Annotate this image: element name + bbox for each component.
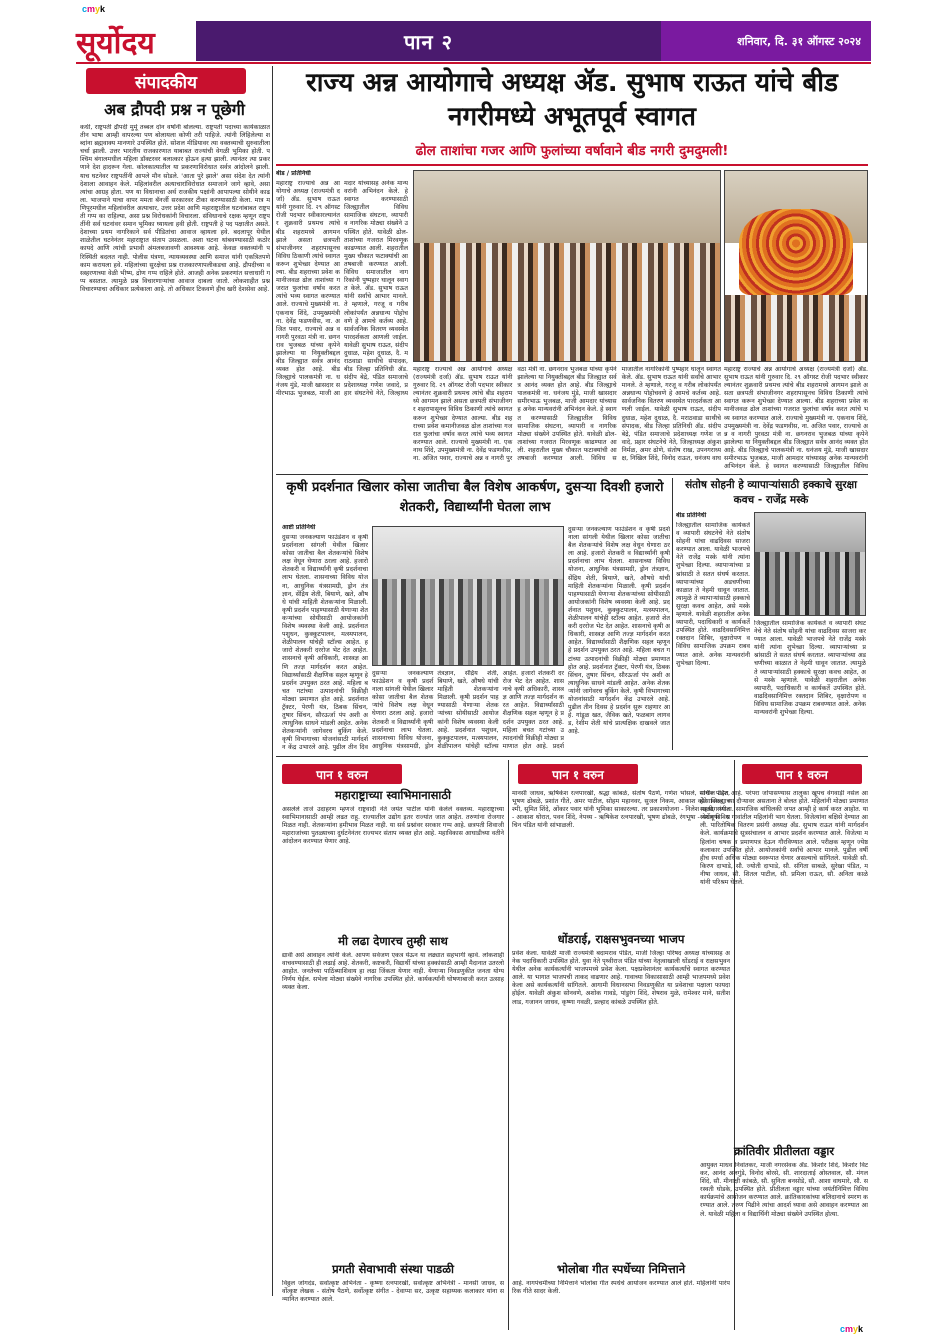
photo-background bbox=[373, 527, 563, 579]
agri-body-right: दुसऱ्या जनकल्याण फाउंडेशन व कृषी प्रदर्शनाला सांगली येथील खिलार कोसा जातीचा बैल शेतकऱ्यांचे विशेष लक्ष वेधून घेणारा ठरला आहे. हजारो शेतकरी व विद्यार्थ्यांनी कृषी प्रदर्शनाचा लाभ घेतला. शासनाच्या विविध योजना, आधुनिक यंत्रसामग्री, ड्रोन तंत्रज्ञान, सेंद्रिय शेती, बियाणे, खते, औषधे यांची माहिती शेतकऱ्यांना मिळाली. कृषी प्रदर्शन पाहण्यासाठी येणाऱ्या शेतकऱ्यांच्या सोयीसाठी आयोजकांनी विशेष व्यवस्था केली आहे. प्रदर्शनात पशुधन, कुक्कुटपालन, मत्स्यपालन, शेळीपालन यांचेही स्टॉल्स आहेत. हजारो शेतकरी दररोज भेट देत आहेत. शासनाचे कृषी अधिकारी, शास्त्रज्ञ आणि तज्ज्ञ मार्गदर्शन करत आहेत. विद्यार्थ्यांसाठी शैक्षणिक सहल म्हणून हे प्रदर्शन उपयुक्त ठरत आहे. महिला बचत गटांच्या उत्पादनांची विक्रीही मोठ्या प्रमाणात होत आहे. प्रदर्शनात ट्रॅक्टर, पेरणी यंत्र, ठिबक सिंचन, तुषार सिंचन, सौरऊर्जा पंप अशी अत्याधुनिक साधने मांडली आहेत. अनेक शेतकऱ्यांनी जागेवरच बुकिंग केले. कृषी विभागाच्या योजनांसाठी मार्गदर्शन केंद्र उभारले आहे. पुढील तीन दिवस हे प्रदर्शन सुरू राहणार आहे. गांडूळ खत, जैविक खते, फळबाग लागवड, रेशीम शेती यांचे प्रात्यक्षिक दाखवले जात आहे. bbox=[568, 526, 670, 736]
issue-date: शनिवार, दि. ३१ ऑगस्ट २०२४ bbox=[661, 21, 871, 61]
lead-photo-procession bbox=[413, 170, 721, 362]
santosh-dateline: बीड प्रतिनिधी bbox=[676, 512, 707, 519]
cont2-body-2: प्रवेश केला. यावेळी माजी राज्यमंत्री बदामराव पंडित, माजी जिल्हा परिषद अध्यक्ष यांच्यासह अनेक पदाधिकारी उपस्थित होते. युवा नेते पृथ्वीराज पंडित यांच्या नेतृत्वाखाली धोंडराई व राक्षसभुवन येथील अनेक कार्यकर्त्यांनी भाजपमध्ये प्रवेश केला. पक्षप्रवेशानंतर कार्यकर्त्यांचे स्वागत करण्यात आले. या भागात भाजपची ताकद वाढणार आहे. गावाच्या विकासासाठी आम्ही भाजपमध्ये प्रवेश केला असे कार्यकर्त्यांनी सांगितले. आगामी विधानसभा निवडणुकीत या प्रवेशाचा पक्षाला फायदा होईल. यावेळी अंकुश सोनवणे, अशोक गावडे, पांडुरंग शिंदे, शेषराव मुळे, रामेश्वर माने, सतीश लाड, गजानन जाधव, कृष्णा गवळी, प्रल्हाद कांबळे उपस्थित होते. bbox=[512, 950, 730, 1006]
newspaper-title: सूर्योदय bbox=[76, 25, 155, 61]
cont1-body-3: विठ्ठल जोगदंड, सर्वोत्कृष्ट अभिनेता - कृष्णा रत्नपारखी, सर्वोत्कृष्ट अभिनेत्री - मानसी जाधव, सर्वोत्कृष्ट लेखक - संतोष पैठणे, सर्वोत्कृष्ट संगीत - देवाप्पा सर, उत्कृष्ट सहाय्यक कलाकार यांना सन्मानित करण्यात आले. bbox=[282, 1280, 504, 1304]
agri-body-continued: दुसऱ्या जनकल्याण फाउंडेशन व कृषी प्रदर्शनाला सांगली येथील खिलार कोसा जातीचा बैल शेतकऱ्यांचे विशेष लक्ष वेधून घेणारा ठरला आहे. हजारो शेतकरी व विद्यार्थ्यांनी कृषी प्रदर्शनाचा लाभ घेतला. शासनाच्या विविध योजना, आधुनिक यंत्रसामग्री, ड्रोन तंत्रज्ञान, सेंद्रिय शेती, बियाणे, खते, औषधे यांची माहिती शेतकऱ्यांना मिळाली. कृषी प्रदर्शन पाहण्यासाठी येणाऱ्या शेतकऱ्यांच्या सोयीसाठी आयोजकांनी विशेष व्यवस्था केली आहे. प्रदर्शनात पशुधन, कुक्कुटपालन, मत्स्यपालन, शेळीपालन यांचेही स्टॉल्स आहेत. हजारो शेतकरी दररोज भेट देत आहेत. शासनाचे कृषी अधिकारी, शास्त्रज्ञ आणि तज्ज्ञ मार्गदर्शन करत आहेत. विद्यार्थ्यांसाठी शैक्षणिक सहल म्हणून हे प्रदर्शन उपयुक्त ठरत आहे. महिला बचत गटांच्या उत्पादनांची विक्रीही मोठ्या प्रमाणात होत आहे. प्रदर्श bbox=[372, 670, 564, 750]
agri-headline: कृषी प्रदर्शनात खिलार कोसा जातीचा बैल विशेष आकर्षण, दुसऱ्या दिवशी हजारो शेतकरी, विद्यार्थ्यांनी घेतला लाभ bbox=[286, 480, 664, 515]
column-divider bbox=[508, 760, 509, 1330]
continued-tab: पान १ वरुन bbox=[742, 764, 862, 784]
agri-photo-inauguration bbox=[372, 526, 564, 666]
cont1-body-2: द्यावी असे आवाहन त्यांनी केले. आपण सर्वजण एकत्र येऊन या लढ्यात सहभागी व्हावे. लोकशाही वाचवण्यासाठी ही लढाई आहे. शेतकरी, कष्टकरी, विद्यार्थी यांच्या हक्कांसाठी आम्ही मैदानात उतरलो आहोत. जनतेच्या पाठिंब्याशिवाय हा लढा जिंकता येणार नाही. येणाऱ्या निवडणुकीत जनता योग्य निर्णय घेईल. सभेला मोठ्या संख्येने नागरिक उपस्थित होते. कार्यकर्त्यांनी घोषणाबाजी करत उत्साह व्यक्त केला. bbox=[282, 952, 504, 992]
lead-strapline: ढोल ताशांचा गजर आणि फुलांच्या वर्षावाने बीड नगरी दुमदुमली! bbox=[415, 143, 729, 159]
photo-people bbox=[373, 579, 563, 665]
lead-photo-garland bbox=[724, 170, 868, 362]
column-divider bbox=[272, 66, 273, 1296]
cont1-heading: महाराष्ट्राच्या स्वाभिमानासाठी bbox=[334, 788, 452, 802]
lead-rule bbox=[276, 164, 868, 166]
cmyk-registration-mark: cmyk bbox=[82, 4, 106, 14]
continued-tab: पान १ वरुन bbox=[518, 764, 638, 784]
santosh-headline: संतोष सोहनी हे व्यापाऱ्यांसाठी हक्काचे सुरक्षा कवच - राजेंद्र मस्के bbox=[685, 479, 857, 506]
lead-body-continued: महाराष्ट्र राज्याचे अन्न आयोगाचे अध्यक्ष (राज्यमंत्री दर्जा) ॲड. सुभाष राऊत यांनी गुरुवार दि. २९ ऑगस्ट रोजी पदभार स्वीकारल्यानंतर शुक्रवारी प्रथमच त्यांचे बीड शहरामध्ये आगमन झाले असता छत्रपती संभाजीनगर शहरापासूनच विविध ठिकाणी त्यांचे स्वागत करून शुभेच्छा देण्यात आल्या. बीड शहराच्या प्रवेश कमानीजवळ ढोल ताशांच्या गजरात फुलांचा वर्षाव करत त्यांचे भव्य स्वागत करण्यात आले. राज्याचे मुख्यमंत्री ना. एकनाथ शिंदे, उपमुख्यमंत्री ना. देवेंद्र फडणवीस, ना. अजित पवार, राज्याचे अन्न व नागरी पुरवठा मंत्री ना. छगनराव भुजबळ यांच्या कृपेने झालेल्या या नियुक्तीबद्दल बीड जिल्ह्यात सर्वत्र आनंद व्यक्त होत आहे. बीड जिल्ह्याचे पालकमंत्री ना. धनंजय मुंडे, माजी खासदार समीरभाऊ भुजबळ, माजी आमदार यांच्यासह अनेक मान्यवरांनी अभिनंदन केले. हे स्वागत करण्यासाठी जिल्ह्यातील विविध सामाजिक संघटना, व्यापारी व नागरिक मोठ्या संख्येने उपस्थित होते. यावेळी ढोल-ताशांच्या गजरात मिरवणूक काढण्यात आली. शहरातील मुख्य चौकात फटाक्यांची आतषबाजी करण्यात आली. विविध समाजातील नागरिकांनी पुष्पहार घालून स्वागत केले. ॲड. सुभाष राऊत यांनी सर्वांचे आभार मानले. ते म्हणाले, गरजू व गरीब लोकांपर्यंत अन्नधान्य पोहोचवणे हे आमचे कर्तव्य आहे. सार्वजनिक वितरण व्यवस्थेत पारदर्शकता आणली जाईल. यावेळी सुभाष राऊत, संदीप दुधाळ, महेश दुधाळ, दै. मराठवाडा साथीचे संपादक, बीड जिल्हा प्रतिनिधी ॲड. संदीप बेद्रे, पंडित समाजाचे प्रदेशाध्यक्ष गणेश जवादे, प्रहार संघटनेचे नेते, जिल्हाध्यक्ष अंकुश निर्मळ, अमर ढोणे, संतोष राख, उपनगराध्यक्ष, निखिल शिंदे, विनोद राऊत, धनंजय वाघ bbox=[413, 366, 721, 463]
cont2-body-3: आहे. नागपंचमीच्या निमित्ताने भोलोबा गीत स्पर्धेचे आयोजन करण्यात आले होते. महिलांनी पारंपरिक गीते सादर केली. bbox=[512, 1280, 730, 1296]
cont1-body: असलेले ताजे उदाहरण म्हणजे राष्ट्रवादी नेते जयंत पाटील यांनी केलेले वक्तव्य. महाराष्ट्राच्या स्वाभिमानासाठी आम्ही लढत राहू. राज्यातील उद्योग इतर राज्यांत जात आहेत. तरुणांना रोजगार मिळत नाही. शेतकऱ्यांना हमीभाव मिळत नाही. या सर्व प्रश्नांवर सरकार गप्प आहे. छत्रपती शिवाजी महाराजांच्या पुतळ्याच्या दुर्घटनेनंतर राज्यभर संताप व्यक्त होत आहे. महाविकास आघाडीच्या वतीने आंदोलन करण्यात येणार आहे. bbox=[282, 806, 504, 846]
editorial-badge: संपादकीय bbox=[86, 68, 246, 94]
photo-crowd bbox=[414, 243, 720, 361]
photo-crowd bbox=[725, 295, 867, 362]
continued-tab: पान १ वरुन bbox=[282, 764, 402, 784]
photo-garland bbox=[739, 209, 853, 295]
editorial-title: अब द्रौपदी प्रश्न न पूछेगी bbox=[104, 100, 245, 119]
photo-background bbox=[414, 171, 720, 243]
lead-body: महाराष्ट्र राज्याचे अन्न आयोगाचे अध्यक्ष (राज्यमंत्री दर्जा) ॲड. सुभाष राऊत यांनी गुरुवार दि. २९ ऑगस्ट रोजी पदभार स्वीकारल्यानंतर शुक्रवारी प्रथमच त्यांचे बीड शहरामध्ये आगमन झाले असता छत्रपती संभाजीनगर शहरापासूनच विविध ठिकाणी त्यांचे स्वागत करून शुभेच्छा देण्यात आल्या. बीड शहराच्या प्रवेश कमानीजवळ ढोल ताशांच्या गजरात फुलांचा वर्षाव करत त्यांचे भव्य स्वागत करण्यात आले. राज्याचे मुख्यमंत्री ना. एकनाथ शिंदे, उपमुख्यमंत्री ना. देवेंद्र फडणवीस, ना. अजित पवार, राज्याचे अन्न व नागरी पुरवठा मंत्री ना. छगनराव भुजबळ यांच्या कृपेने झालेल्या या नियुक्तीबद्दल बीड जिल्ह्यात सर्वत्र आनंद व्यक्त होत आहे. बीड जिल्ह्याचे पालकमंत्री ना. धनंजय मुंडे, माजी खासदार समीरभाऊ भुजबळ, माजी आमदार यांच्यासह अनेक मान्यवरांनी अभिनंदन केले. हे स्वागत करण्यासाठी जिल्ह्यातील विविध सामाजिक संघटना, व्यापारी व नागरिक मोठ्या संख्येने उपस्थित होते. यावेळी ढोल-ताशांच्या गजरात मिरवणूक काढण्यात आली. शहरातील मुख्य चौकात फटाक्यांची आतषबाजी करण्यात आली. विविध समाजातील नागरिकांनी पुष्पहार घालून स्वागत केले. ॲड. सुभाष राऊत यांनी सर्वांचे आभार मानले. ते म्हणाले, गरजू व गरीब लोकांपर्यंत अन्नधान्य पोहोचवणे हे आमचे कर्तव्य आहे. सार्वजनिक वितरण व्यवस्थेत पारदर्शकता आणली जाईल. यावेळी सुभाष राऊत, संदीप दुधाळ, महेश दुधाळ, दै. मराठवाडा साथीचे संपादक, बीड जिल्हा प्रतिनिधी ॲड. संदीप बेद्रे, पंडित समाजाचे प्रदेशाध्यक्ष गणेश जवादे, प्रहार संघटनेचे नेते, जिल्हाध्य bbox=[276, 180, 408, 398]
lead-headline: राज्य अन्न आयोगाचे अध्यक्ष ॲड. सुभाष राऊत यांचे बीड नगरीमध्ये अभूतपूर्व स्वागत bbox=[306, 68, 838, 132]
lead-attendees: महाराष्ट्र राज्याचे अन्न आयोगाचे अध्यक्ष (राज्यमंत्री दर्जा) ॲड. सुभाष राऊत यांनी गुरुवार दि. २९ ऑगस्ट रोजी पदभार स्वीकारल्यानंतर शुक्रवारी प्रथमच त्यांचे बीड शहरामध्ये आगमन झाले असता छत्रपती संभाजीनगर शहरापासूनच विविध ठिकाणी त्यांचे स्वागत करून शुभेच्छा देण्यात आल्या. बीड शहराच्या प्रवेश कमानीजवळ ढोल ताशांच्या गजरात फुलांचा वर्षाव करत त्यांचे भव्य स्वागत करण्यात आले. राज्याचे मुख्यमंत्री ना. एकनाथ शिंदे, उपमुख्यमंत्री ना. देवेंद्र फडणवीस, ना. अजित पवार, राज्याचे अन्न व नागरी पुरवठा मंत्री ना. छगनराव भुजबळ यांच्या कृपेने झालेल्या या नियुक्तीबद्दल बीड जिल्ह्यात सर्वत्र आनंद व्यक्त होत आहे. बीड जिल्ह्याचे पालकमंत्री ना. धनंजय मुंडे, माजी खासदार समीरभाऊ भुजबळ, माजी आमदार यांच्यासह अनेक मान्यवरांनी अभिनंदन केले. हे स्वागत करण्यासाठी जिल्ह्यातील विविध bbox=[724, 366, 868, 470]
photo-background bbox=[755, 513, 865, 552]
lead-dateline: बीड / प्रतिनिधी bbox=[276, 170, 311, 177]
cont2-heading: धोंडराई, राक्षसभुवनच्या भाजप bbox=[557, 932, 685, 946]
page-number: पान २ bbox=[196, 21, 661, 61]
editorial-body: कधी, राष्ट्रपती द्रौपदी मुर्मू तब्बल दोन वर्षांनी बोलल्या. राष्ट्रपती पदाच्या कार्यकाळात तीन भाषा आम्ही वापरल्या पण बोलायला कोणी तरी पाहिजे. त्यांनी लिहिलेल्या शब्दांना ब्रह्मवाक्य मानणारे उपस्थित होते. सोशल मीडियावर त्या वक्तव्याची सुरुवातीला चर्चा झाली. उत्तर भारतीय राजकारणात याबाबत राज्यांची वेगळी भूमिका होती. पश्चिम बंगालमधील महिला डॉक्टरवर बलात्कार होऊन हत्या झाली. त्यानंतर त्या प्रकरणाने देश हादरून गेला. कोलकात्यातील या प्रकरणाविरोधात सर्वत्र आंदोलने झाली. याच घटनेवर राष्ट्रपतींनी आपले मौन सोडले. 'आता पुरे झाले' असा संदेश देत त्यांनी देशाला आवाहन केले. महिलांवरील अत्याचारांविरोधात समाजाने जागे व्हावे, असा त्यांचा आग्रह होता. पण या विधानाचा अर्थ राजकीय पक्षांनी आपापल्या सोयीने काढला. भाजपाने याचा वापर ममता बॅनर्जी सरकारवर टीका करण्यासाठी केला. मात्र मणिपूरमधील महिलांवरील अत्याचार, उत्तर प्रदेश आणि महाराष्ट्रातील घटनांबाबत राष्ट्रपती गप्प का राहिल्या, असा प्रश्न विरोधकांनी विचारला. संविधानाचे रक्षक म्हणून राष्ट्रपतींनी सर्व घटनांवर समान भूमिका घ्यायला हवी होती. राष्ट्रपती हे पद पक्षातीत असते. देशाच्या प्रथम नागरिकाने सर्व पीडितांचा आवाज व्हायला हवे. बदलापूर येथील शाळेतील घटनेनंतर महाराष्ट्रात संताप उसळला. अशा घटना थांबवण्यासाठी कठोर कायदे आणि त्यांची प्रभावी अंमलबजावणी आवश्यक आहे. केवळ वक्तव्यांनी परिस्थिती बदलत नाही. पोलीस यंत्रणा, न्यायव्यवस्था आणि समाज यांनी एकत्रितपणे काम करायला हवे. महिलांच्या सुरक्षेचा प्रश्न राजकारणापलीकडचा आहे. द्रौपदीच्या वस्त्रहरणाच्या वेळी भीष्म, द्रोण गप्प राहिले होते. आजही अनेक प्रकरणांत सत्ताधारी गप्प बसतात. त्यामुळे प्रश्न विचारणाऱ्यांचा आवाज दाबला जातो. लोकशाहीत प्रश्न विचारण्याचा अधिकार प्रत्येकाला आहे. तो अधिकार टिकवणे हीच खरी देशसेवा आहे. bbox=[80, 124, 270, 293]
cont3-body-2: आयुक्त माधव निवांतकर, माजी नगरसेवक ॲड. किशोर शिंदे, किशोर विटकर, आनंद अलगुंडे, विनोद बोरसे, सी. शारदाताई ओस्तवाल, सौ. मंगल शिंदे, सौ. मीनाक्षी कांबळे, सौ. सुनिता बनसोडे, सौ. आशा वाघमारे, सौ. सरस्वती घोडके, उपस्थित होते. प्रीतीलता वड्डार यांच्या जयंतीनिमित्त विविध कार्यक्रमांचे आयोजन करण्यात आले. क्रांतिकारकांच्या बलिदानाचे स्मरण करण्यात आले. तरुण पिढीने त्यांचा आदर्श घ्यावा असे आवाहन करण्यात आले. यावेळी महिला व विद्यार्थिनी मोठ्या संख्येने उपस्थित होत्या. bbox=[700, 1162, 868, 1218]
santosh-body-continued: जिल्ह्यातील सामाजिक कार्यकर्ते व व्यापारी संघटनेचे नेते संतोष सोहनी यांचा वाढदिवस साजरा करण्यात आला. यावेळी भाजपचे नेते राजेंद्र मस्के यांनी त्यांना शुभेच्छा दिल्या. व्यापाऱ्यांच्या प्रश्नांसाठी ते सतत संघर्ष करतात. व्यापाऱ्यांच्या अडचणीच्या काळात ते नेहमी धावून जातात. त्यामुळे ते व्यापाऱ्यांसाठी हक्काचे सुरक्षा कवच आहेत, असे मस्के म्हणाले. यावेळी शहरातील अनेक व्यापारी, पदाधिकारी व कार्यकर्ते उपस्थित होते. वाढदिवसानिमित्त रक्तदान शिबिर, वृक्षारोपण व विविध सामाजिक उपक्रम राबवण्यात आले. अनेक मान्यवरांनी शुभेच्छा दिल्या. bbox=[754, 620, 866, 717]
cont3-heading: क्रांतिवीर प्रीतीलता वड्डार bbox=[733, 1144, 835, 1158]
masthead bbox=[76, 20, 871, 64]
cont3-body: मागील उद्देश आहे. परंपरा जोपासण्यास तालुका खूपच वेगवाड़ी नसेल आहेत. जिल्ह्याच्या दौऱ्यावर असताना ते बोलत होते. महिलांनी मोठ्या प्रमाणात सहभाग घ्यावा. सामाजिक बांधिलकी जपत आम्ही हे कार्य करत आहोत. या स्पर्धेत विविध गावांतील महिलांनी भाग घेतला. विजेत्यांना बक्षिसे देण्यात आली. पारितोषिक वितरण प्रसंगी अध्यक्ष ॲड. सुभाष राऊत यांनी मार्गदर्शन केले. कार्यक्रमाचे सूत्रसंचालन व आभार प्रदर्शन करण्यात आले. विजेत्या महिलांना चषक व प्रमाणपत्र देऊन गौरविण्यात आले. परीक्षक म्हणून ज्येष्ठ कलाकार उपस्थित होते. आयोजकांनी सर्वांचे आभार मानले. पुढील वर्षी हीच स्पर्धा अधिक मोठ्या स्वरूपात घेणार असल्याचे सांगितले. यावेळी सौ. किरण दाभाडे, सौ. ज्योती दाभाडे, सौ. संगिता साबळे, सुरेखा पंडित, मनीषा जाधव, सौ. शितल पाटील, सौ. प्रमिला राऊत, सौ. अनिता काळे यांनी परिश्रम घेतले. bbox=[700, 790, 868, 887]
photo-subject bbox=[755, 552, 865, 615]
section-rule bbox=[276, 474, 868, 475]
cont1-heading-2: मी लढा देणारच तुम्ही साथ bbox=[338, 934, 448, 948]
column-divider bbox=[672, 478, 673, 750]
cont2-body: मानसी जाधव, ऋषिकेश रत्नपारखी, श्रद्धा कांबळे, संतोष पैठणे, गणेश भोसले, सचिन पंडित, भूषण ढोबळे, प्रशांत गीते, अमर पाटील, सोहम महानवर, सुजल निकम, आकाश कोरेगावकर, रश्मी, सुमित शिंदे, ओंकार पवार यांनी भूमिका साकारल्या. तर प्रकाशयोजना - निलेश माळी, संगीत - आकाश थोरात, पवन शिंदे, नेपथ्य - ऋषिकेश रत्नपारखी, भूषण ढोबळे, रंगभूषा - वेशभूषा - सचिन पंडित यांनी सांभाळली. bbox=[512, 790, 730, 830]
santosh-body: जिल्ह्यातील सामाजिक कार्यकर्ते व व्यापारी संघटनेचे नेते संतोष सोहनी यांचा वाढदिवस साजरा करण्यात आला. यावेळी भाजपचे नेते राजेंद्र मस्के यांनी त्यांना शुभेच्छा दिल्या. व्यापाऱ्यांच्या प्रश्नांसाठी ते सतत संघर्ष करतात. व्यापाऱ्यांच्या अडचणीच्या काळात ते नेहमी धावून जातात. त्यामुळे ते व्यापाऱ्यांसाठी हक्काचे सुरक्षा कवच आहेत, असे मस्के म्हणाले. यावेळी शहरातील अनेक व्यापारी, पदाधिकारी व कार्यकर्ते उपस्थित होते. वाढदिवसानिमित्त रक्तदान शिबिर, वृक्षारोपण व विविध सामाजिक उपक्रम राबवण्यात आले. अनेक मान्यवरांनी शुभेच्छा दिल्या. bbox=[676, 522, 750, 667]
agri-dateline: आष्टी प्रतिनिधी bbox=[282, 524, 316, 531]
cont1-heading-3: प्रगती सेवाभावी संस्था पाडळी bbox=[332, 1262, 454, 1276]
agri-body: दुसऱ्या जनकल्याण फाउंडेशन व कृषी प्रदर्शनाला सांगली येथील खिलार कोसा जातीचा बैल शेतकऱ्यांचे विशेष लक्ष वेधून घेणारा ठरला आहे. हजारो शेतकरी व विद्यार्थ्यांनी कृषी प्रदर्शनाचा लाभ घेतला. शासनाच्या विविध योजना, आधुनिक यंत्रसामग्री, ड्रोन तंत्रज्ञान, सेंद्रिय शेती, बियाणे, खते, औषधे यांची माहिती शेतकऱ्यांना मिळाली. कृषी प्रदर्शन पाहण्यासाठी येणाऱ्या शेतकऱ्यांच्या सोयीसाठी आयोजकांनी विशेष व्यवस्था केली आहे. प्रदर्शनात पशुधन, कुक्कुटपालन, मत्स्यपालन, शेळीपालन यांचेही स्टॉल्स आहेत. हजारो शेतकरी दररोज भेट देत आहेत. शासनाचे कृषी अधिकारी, शास्त्रज्ञ आणि तज्ज्ञ मार्गदर्शन करत आहेत. विद्यार्थ्यांसाठी शैक्षणिक सहल म्हणून हे प्रदर्शन उपयुक्त ठरत आहे. महिला बचत गटांच्या उत्पादनांची विक्रीही मोठ्या प्रमाणात होत आहे. प्रदर्शनात ट्रॅक्टर, पेरणी यंत्र, ठिबक सिंचन, तुषार सिंचन, सौरऊर्जा पंप अशी अत्याधुनिक साधने मांडली आहेत. अनेक शेतकऱ्यांनी जागेवरच बुकिंग केले. कृषी विभागाच्या योजनांसाठी मार्गदर्शन केंद्र उभारले आहे. पुढील तीन दिव bbox=[282, 534, 368, 752]
cont2-heading-2: भोलोबा गीत स्पर्धेच्या निमित्ताने bbox=[556, 1262, 686, 1276]
santosh-portrait bbox=[754, 512, 866, 616]
section-rule bbox=[276, 756, 868, 757]
cmyk-registration-mark: cmyk bbox=[839, 1324, 863, 1334]
